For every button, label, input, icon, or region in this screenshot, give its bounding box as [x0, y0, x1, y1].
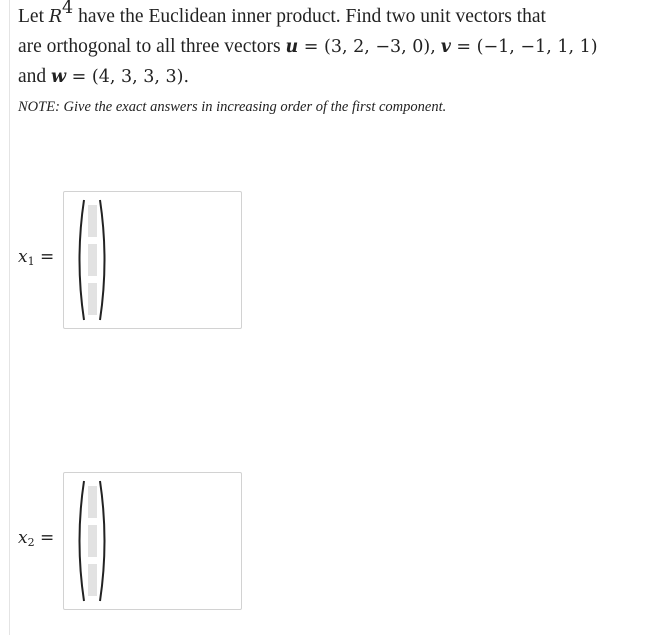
question-text [18, 2, 654, 92]
answer-1-subscript: 1 [27, 255, 35, 268]
question-line-2 [18, 32, 654, 62]
vector-u-name: u [285, 37, 299, 57]
question-line-2-prefix: are orthogonal to all three vectors [18, 36, 286, 57]
space-symbol: R [48, 7, 63, 27]
right-paren [100, 200, 105, 320]
vector-w-name: w [51, 67, 67, 87]
right-paren [100, 481, 105, 601]
answer-1-label [18, 247, 54, 267]
answer-1-component-3-input[interactable] [88, 283, 97, 315]
space-exponent: 4 [62, 0, 74, 18]
answer-2-variable: x [18, 528, 28, 548]
answer-1-equals: = [34, 247, 55, 267]
answer-2-equals: = [34, 528, 55, 548]
vector-v-value: = (−1, −1, 1, 1) [450, 37, 598, 57]
answer-2-component-3-input[interactable] [88, 564, 97, 596]
question-line-1 [18, 2, 654, 32]
answer-1-variable: x [18, 247, 28, 267]
answer-2-box[interactable] [63, 472, 242, 610]
question-line-3-prefix: and [18, 66, 52, 87]
answer-2-matrix [74, 478, 110, 604]
answer-1-box[interactable] [63, 191, 242, 329]
answer-2-label [18, 528, 54, 548]
answer-2-component-2-input[interactable] [88, 525, 97, 557]
answer-1-component-2-input[interactable] [88, 244, 97, 276]
answer-1-component-1-input[interactable] [88, 205, 97, 237]
question-line-1-prefix: Let [18, 6, 49, 27]
left-paren [80, 481, 85, 601]
question-line-3 [18, 62, 654, 92]
answer-1-matrix [74, 197, 110, 323]
answer-2-subscript: 2 [27, 536, 35, 549]
vector-u-value: = (3, 2, −3, 0), [298, 37, 436, 57]
note-text: NOTE: Give the exact answers in increasing order of the first component. [18, 99, 447, 115]
left-paren [80, 200, 85, 320]
left-border-rule [9, 0, 10, 635]
question-line-1-suffix: have the Euclidean inner product. Find two unit vectors that [73, 6, 546, 27]
vector-v-name: v [440, 37, 451, 57]
vector-w-value: = (4, 3, 3, 3). [66, 67, 190, 87]
answer-2-component-1-input[interactable] [88, 486, 97, 518]
